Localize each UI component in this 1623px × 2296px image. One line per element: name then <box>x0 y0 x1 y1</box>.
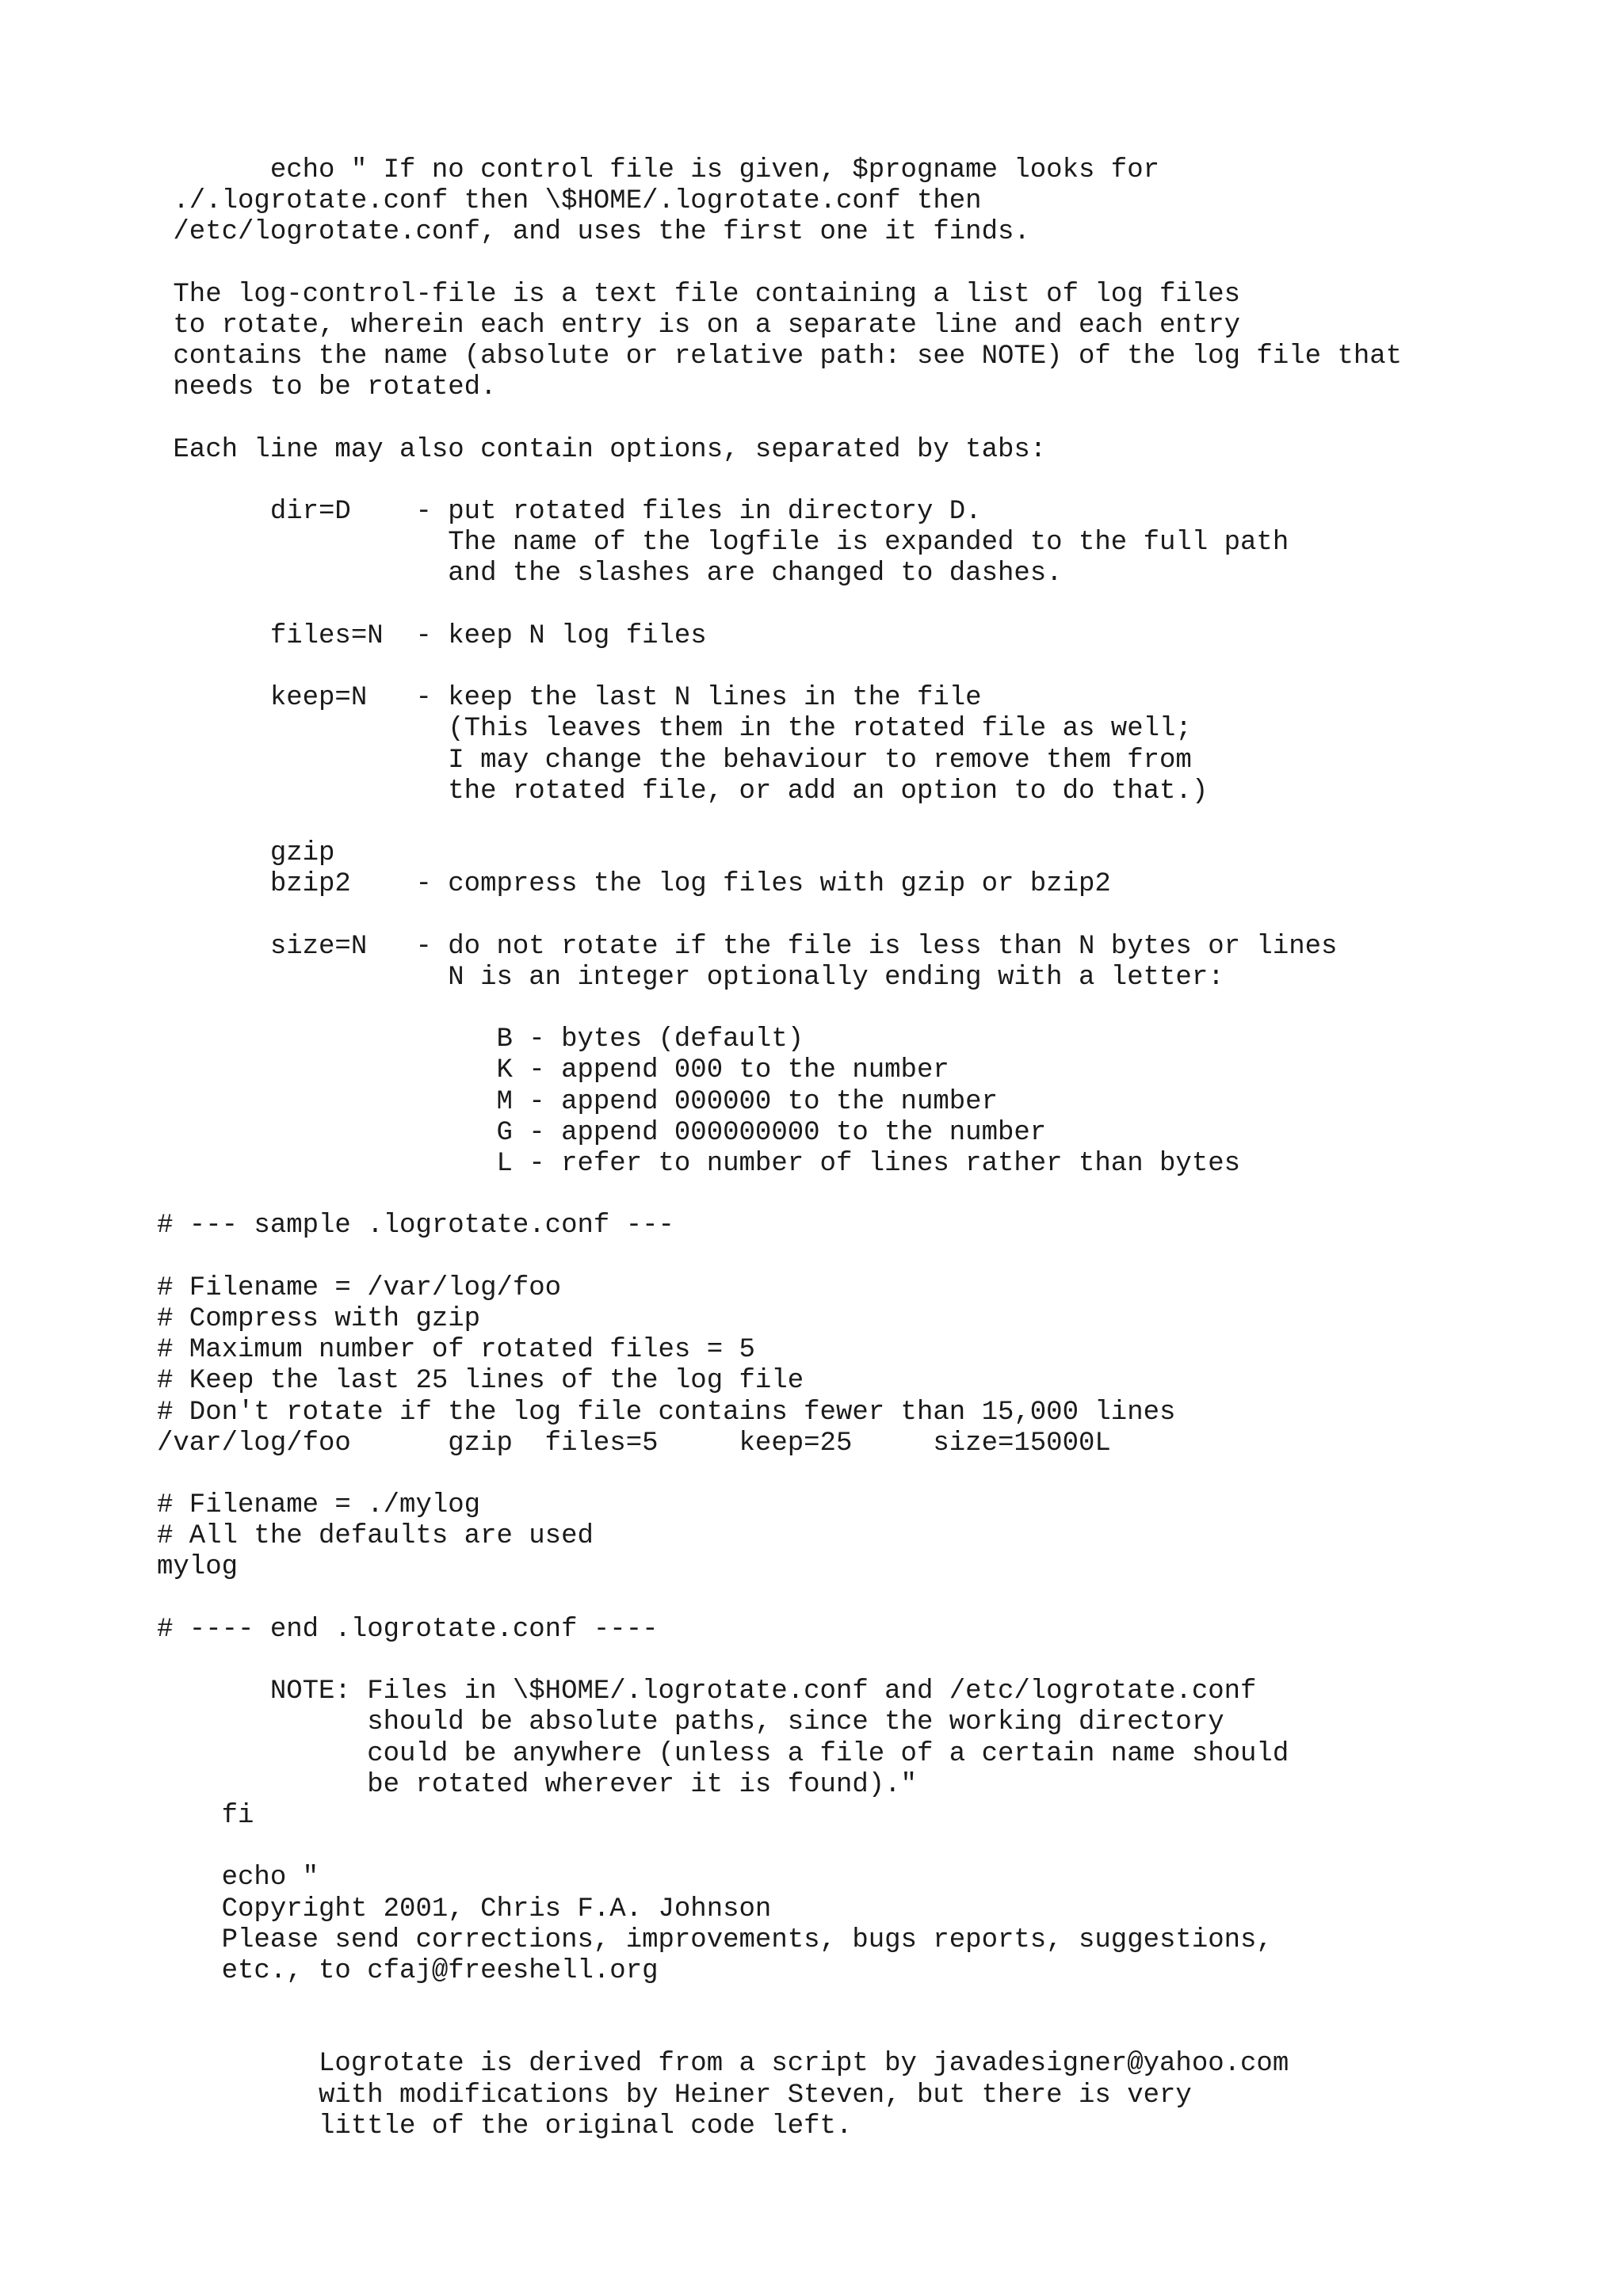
code-line: dir=D - put rotated files in directory D. <box>157 497 982 528</box>
code-line: to rotate, wherein each entry is on a separate line and each entry <box>157 310 1241 341</box>
code-line: N is an integer optionally ending with a letter: <box>157 962 1224 993</box>
code-line <box>157 1832 1402 1863</box>
code-line: # --- sample .logrotate.conf --- <box>157 1211 674 1241</box>
code-line: fi <box>157 1800 254 1831</box>
code-line: G - append 000000000 to the number <box>157 1117 1047 1148</box>
code-line: ./.logrotate.conf then \$HOME/.logrotate.conf then <box>157 186 982 217</box>
code-line <box>157 1180 1402 1211</box>
code-line: # Filename = /var/log/foo <box>157 1272 562 1303</box>
code-line <box>157 590 1402 621</box>
code-line: needs to be rotated. <box>157 372 497 403</box>
code-line <box>157 901 1402 932</box>
code-line: gzip <box>157 838 335 869</box>
code-line <box>157 1242 1402 1273</box>
code-line: files=N - keep N log files <box>157 620 707 651</box>
code-line: # Keep the last 25 lines of the log file <box>157 1366 804 1397</box>
code-line <box>157 1584 1402 1615</box>
code-line: Logrotate is derived from a script by javadesigner@yahoo.com <box>157 2049 1289 2080</box>
code-line <box>157 2018 1402 2049</box>
code-line: K - append 000 to the number <box>157 1055 949 1086</box>
code-line: # Filename = ./mylog <box>157 1490 481 1521</box>
code-line <box>157 404 1402 435</box>
code-line: echo " If no control file is given, $progname looks for <box>157 155 1160 185</box>
code-line <box>157 807 1402 838</box>
code-line: the rotated file, or add an option to do that.) <box>157 776 1209 807</box>
code-line: # Don't rotate if the log file contains fewer than 15,000 lines <box>157 1397 1176 1428</box>
code-line: bzip2 - compress the log files with gzip or bzip2 <box>157 869 1111 900</box>
code-line <box>157 466 1402 497</box>
code-line <box>157 1987 1402 2018</box>
code-line: L - refer to number of lines rather than bytes <box>157 1149 1241 1179</box>
code-line: Please send corrections, improvements, bugs reports, suggestions, <box>157 1924 1273 1955</box>
code-line <box>157 652 1402 683</box>
code-line: The log-control-file is a text file containing a list of log files <box>157 279 1241 310</box>
code-line: Copyright 2001, Chris F.A. Johnson <box>157 1894 772 1924</box>
code-line: The name of the logfile is expanded to the full path <box>157 528 1289 559</box>
code-listing <box>157 155 1402 2142</box>
code-line: keep=N - keep the last N lines in the file <box>157 683 982 714</box>
code-line: B - bytes (default) <box>157 1024 804 1055</box>
code-line: /var/log/foo gzip files=5 keep=25 size=15000L <box>157 1428 1111 1459</box>
code-line <box>157 249 1402 280</box>
code-line: M - append 000000 to the number <box>157 1086 998 1117</box>
code-line: contains the name (absolute or relative path: see NOTE) of the log file that <box>157 341 1403 372</box>
code-line: (This leaves them in the rotated file as well; <box>157 714 1192 745</box>
code-line: /etc/logrotate.conf, and uses the first one it finds. <box>157 217 1030 248</box>
code-line: and the slashes are changed to dashes. <box>157 559 1063 589</box>
code-line: mylog <box>157 1552 239 1583</box>
code-line <box>157 1646 1402 1676</box>
code-line: # Compress with gzip <box>157 1303 481 1334</box>
code-line: should be absolute paths, since the working directory <box>157 1707 1224 1738</box>
code-line: I may change the behaviour to remove them from <box>157 745 1192 776</box>
code-line <box>157 1459 1402 1490</box>
code-line: # All the defaults are used <box>157 1521 594 1552</box>
code-line: size=N - do not rotate if the file is less than N bytes or lines <box>157 931 1338 962</box>
code-line: could be anywhere (unless a file of a certain name should <box>157 1738 1289 1769</box>
code-line: little of the original code left. <box>157 2111 853 2142</box>
code-line: Each line may also contain options, separated by tabs: <box>157 434 1047 465</box>
code-line <box>157 994 1402 1024</box>
code-line: echo " <box>157 1863 319 1894</box>
code-line: with modifications by Heiner Steven, but there is very <box>157 2080 1192 2111</box>
code-line: NOTE: Files in \$HOME/.logrotate.conf and /etc/logrotate.conf <box>157 1676 1257 1707</box>
code-line: # ---- end .logrotate.conf ---- <box>157 1614 659 1645</box>
code-line: etc., to cfaj@freeshell.org <box>157 1955 659 1986</box>
code-line: be rotated wherever it is found)." <box>157 1769 917 1800</box>
code-line: # Maximum number of rotated files = 5 <box>157 1335 755 1366</box>
